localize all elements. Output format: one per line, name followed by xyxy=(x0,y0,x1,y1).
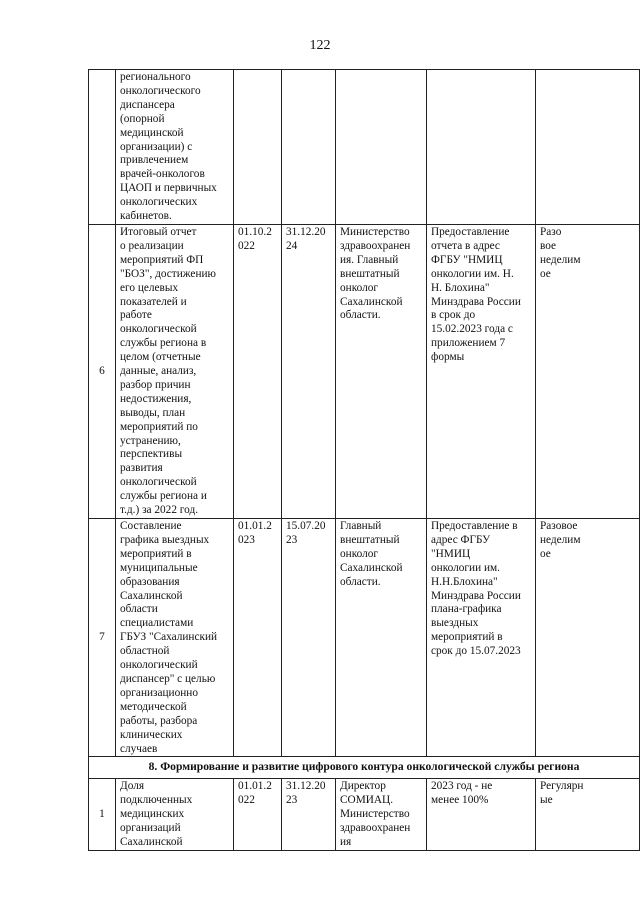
start-date-text: 01.01.2 023 xyxy=(238,520,272,546)
events-table xyxy=(88,69,640,851)
event-cell xyxy=(116,224,234,518)
section-title: 8. Формирование и развитие цифрового контура онкологической службы региона xyxy=(89,757,640,779)
start-date-cell xyxy=(234,70,282,225)
table-row xyxy=(89,224,640,518)
result-cell xyxy=(427,70,536,225)
responsible-text: Главный внештатный онколог Сахалинской области. xyxy=(340,520,403,588)
result-text: 2023 год - не менее 100% xyxy=(431,780,493,807)
section-row xyxy=(89,757,640,779)
end-date-cell xyxy=(282,70,336,225)
type-text: Разо вое неделим ое xyxy=(540,225,581,280)
start-date-cell xyxy=(234,779,282,851)
end-date-cell xyxy=(282,519,336,757)
row-number-cell: 7 xyxy=(89,519,116,757)
table-row xyxy=(89,779,640,851)
end-date-cell xyxy=(282,779,336,851)
result-text: Предоставление отчета в адрес ФГБУ "НМИЦ онкологии им. Н. Н. Блохина" Минздрава России в срок до 15.02.2023 года с приложением 7 формы xyxy=(431,225,521,364)
responsible-text: Директор СОМИАЦ. Министерство здравоохранен ия xyxy=(340,780,411,849)
start-date-cell xyxy=(234,224,282,518)
event-text: Итоговый отчет о реализации мероприятий ФП "БОЗ", достижению его целевых показателей и работе онкологической службы региона в целом (отчетные данные, анализ, разбор причин недостижения, выводы, план мероприятий по устранению, перспективы развития онкологической службы региона и т.д.) за 2022 год. xyxy=(120,225,216,517)
type-text: Разовое неделим ое xyxy=(540,520,581,560)
row-number-cell: 6 xyxy=(89,224,116,518)
responsible-text: Министерство здравоохранен ия. Главный внештатный онколог Сахалинской области. xyxy=(340,225,411,322)
event-text: Составление графика выездных мероприятий в муниципальные образования Сахалинской области специалистами ГБУЗ "Сахалинский областной онкологический диспансер" с целью организационно методической работы, разбора клинических случаев xyxy=(120,520,218,755)
event-cell xyxy=(116,779,234,851)
responsible-cell xyxy=(336,779,427,851)
table-row xyxy=(89,70,640,225)
type-cell xyxy=(536,70,640,225)
responsible-cell xyxy=(336,224,427,518)
start-date-cell xyxy=(234,519,282,757)
end-date-text: 31.12.20 24 xyxy=(286,225,326,252)
end-date-text: 15.07.20 23 xyxy=(286,520,326,546)
event-text: регионального онкологического диспансера (опорной медицинской организации) с привлечением врачей-онкологов ЦАОП и первичных онкологических кабинетов. xyxy=(120,71,217,223)
result-cell xyxy=(427,519,536,757)
result-text: Предоставление в адрес ФГБУ "НМИЦ онкологии им. Н.Н.Блохина" Минздрава России плана-графика выездных мероприятий в срок до 15.07.2023 xyxy=(431,520,521,658)
start-date-text: 01.01.2 022 xyxy=(238,780,272,807)
end-date-cell xyxy=(282,224,336,518)
page-number: 122 xyxy=(309,38,331,53)
event-cell xyxy=(116,70,234,225)
type-cell xyxy=(536,224,640,518)
responsible-cell xyxy=(336,519,427,757)
responsible-cell xyxy=(336,70,427,225)
type-text: Регулярн ые xyxy=(540,780,584,807)
event-text: Доля подключенных медицинских организаций Сахалинской xyxy=(120,780,193,849)
event-cell xyxy=(116,519,234,757)
start-date-text: 01.10.2 022 xyxy=(238,225,272,252)
end-date-text: 31.12.20 23 xyxy=(286,780,326,807)
result-cell xyxy=(427,224,536,518)
result-cell xyxy=(427,779,536,851)
row-number-cell: 1 xyxy=(89,779,116,851)
row-number-cell xyxy=(89,70,116,225)
type-cell xyxy=(536,779,640,851)
table-row xyxy=(89,519,640,757)
type-cell xyxy=(536,519,640,757)
